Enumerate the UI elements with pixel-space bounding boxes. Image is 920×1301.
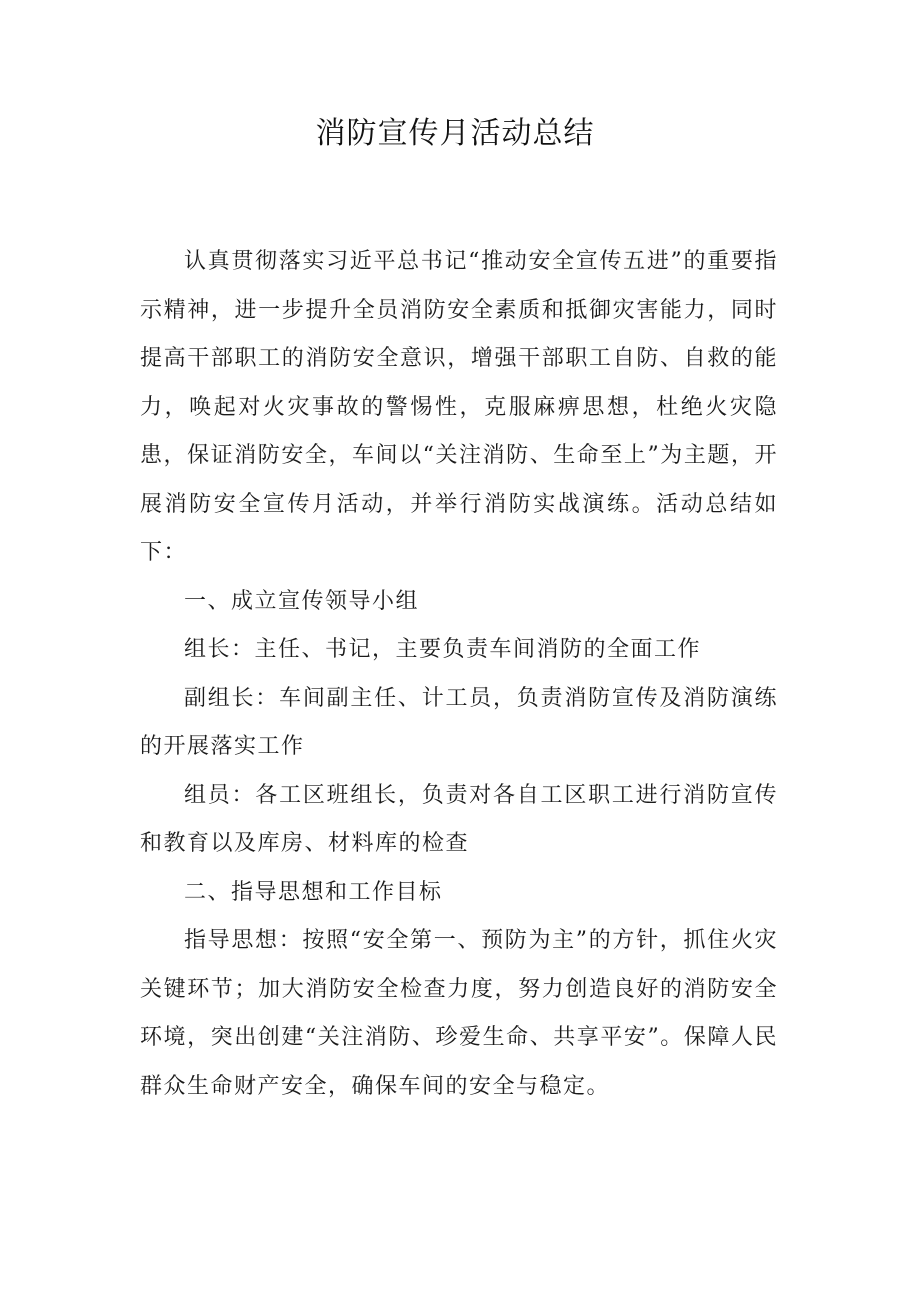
group-members-paragraph: 组员：各工区班组长，负责对各自工区职工进行消防宣传和教育以及库房、材料库的检查	[140, 782, 778, 856]
section-heading-leading-group: 一、成立宣传领导小组	[184, 588, 420, 614]
intro-paragraph: 认真贯彻落实习近平总书记“推动安全宣传五进”的重要指示精神，进一步提升全员消防安全素质和抵御灾害能力，同时提高干部职工的消防安全意识，增强干部职工自防、自救的能力，唤起对火灾事故的警惕性，克服麻痹思想，杜绝火灾隐患，保证消防安全，车间以“关注消防、生命至上”为主题，开展消防安全宣传月活动，并举行消防实战演练。活动总结如下：	[140, 249, 778, 565]
group-leader-paragraph: 组长：主任、书记，主要负责车间消防的全面工作	[184, 637, 702, 662]
document-title: 消防宣传月活动总结	[315, 116, 595, 151]
deputy-leader-paragraph: 副组长：车间副主任、计工员，负责消防宣传及消防演练的开展落实工作	[140, 685, 778, 759]
document-body	[140, 238, 778, 1111]
guiding-ideology-paragraph: 指导思想：按照“安全第一、预防为主”的方针，抓住火灾关键环节；加大消防安全检查力度，努力创造良好的消防安全环境，突出创建“关注消防、珍爱生命、共享平安”。保障人民群众生命财产安全，确保车间的安全与稳定。	[140, 928, 778, 1099]
section-heading-guiding-ideology: 二、指导思想和工作目标	[184, 879, 443, 905]
